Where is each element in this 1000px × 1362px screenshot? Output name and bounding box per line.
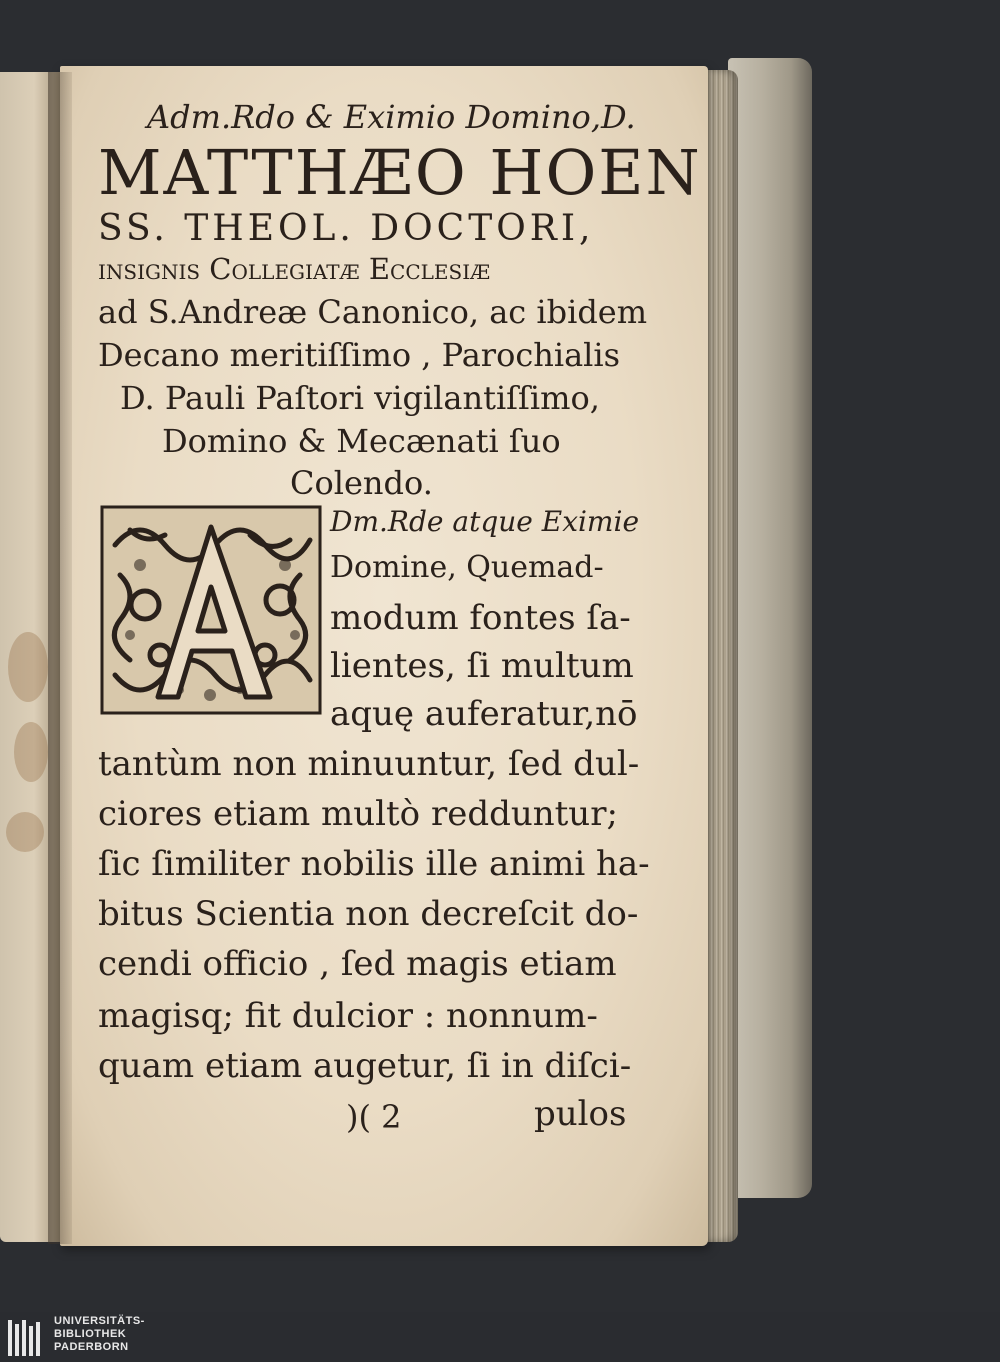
body-line: ciores etiam multò redduntur; [98, 794, 618, 834]
body-line: bitus Scientia non decreſcit do- [98, 894, 639, 934]
body-line: lientes, ſi multum [330, 646, 634, 686]
decorated-initial [100, 505, 322, 715]
gutter-shadow [48, 72, 72, 1244]
university-library-logo-icon[interactable] [6, 1318, 46, 1358]
dedication-line-7: D. Pauli Paſtori vigilantiſſimo, [120, 379, 600, 417]
dedicatee-title: SS. THEOL. DOCTORI, [98, 208, 595, 249]
library-name [54, 1315, 145, 1354]
body-line: Domine, Quemad- [330, 550, 604, 585]
dedicatee-name: MATTHÆO HOEN [98, 136, 702, 209]
dedication-line-9: Colendo. [290, 464, 433, 502]
body-line: magisq; fit dulcior : nonnum- [98, 996, 598, 1036]
body-line: Dm.Rde atque Eximie [330, 505, 640, 538]
body-line: cendi officio , ſed magis etiam [98, 944, 617, 984]
initial-letter-text: A [100, 505, 101, 506]
body-line: modum fontes ſa- [330, 598, 631, 638]
book-cover [728, 58, 812, 1198]
library-name-line: BIBLIOTHEK [54, 1328, 127, 1340]
body-line: tantùm non minuuntur, ſed dul- [98, 744, 640, 784]
library-name-line: UNIVERSITÄTS- [54, 1315, 145, 1327]
dedication-salutation: Adm.Rdo & Eximio Domino,D. [147, 98, 636, 136]
library-name-line: PADERBORN [54, 1341, 129, 1353]
signature-mark: )( 2 [346, 1098, 402, 1136]
dedication-line-6: Decano meritiſſimo , Parochialis [98, 336, 621, 374]
ornament-icon [100, 505, 322, 715]
dedication-line-4: insignis Collegiatæ Ecclesiæ [98, 252, 491, 286]
dedication-line-8: Domino & Mecænati ſuo [162, 422, 561, 460]
body-line: quam etiam augetur, ſi in diſci- [98, 1046, 632, 1086]
dedication-line-5: ad S.Andreæ Canonico, ac ibidem [98, 293, 648, 331]
footer-bar [0, 1312, 1000, 1362]
body-line: aquę auferatur,nō [330, 694, 638, 734]
body-line: ſic ſimiliter nobilis ille animi ha- [98, 844, 650, 884]
catchword: pulos [534, 1094, 627, 1134]
